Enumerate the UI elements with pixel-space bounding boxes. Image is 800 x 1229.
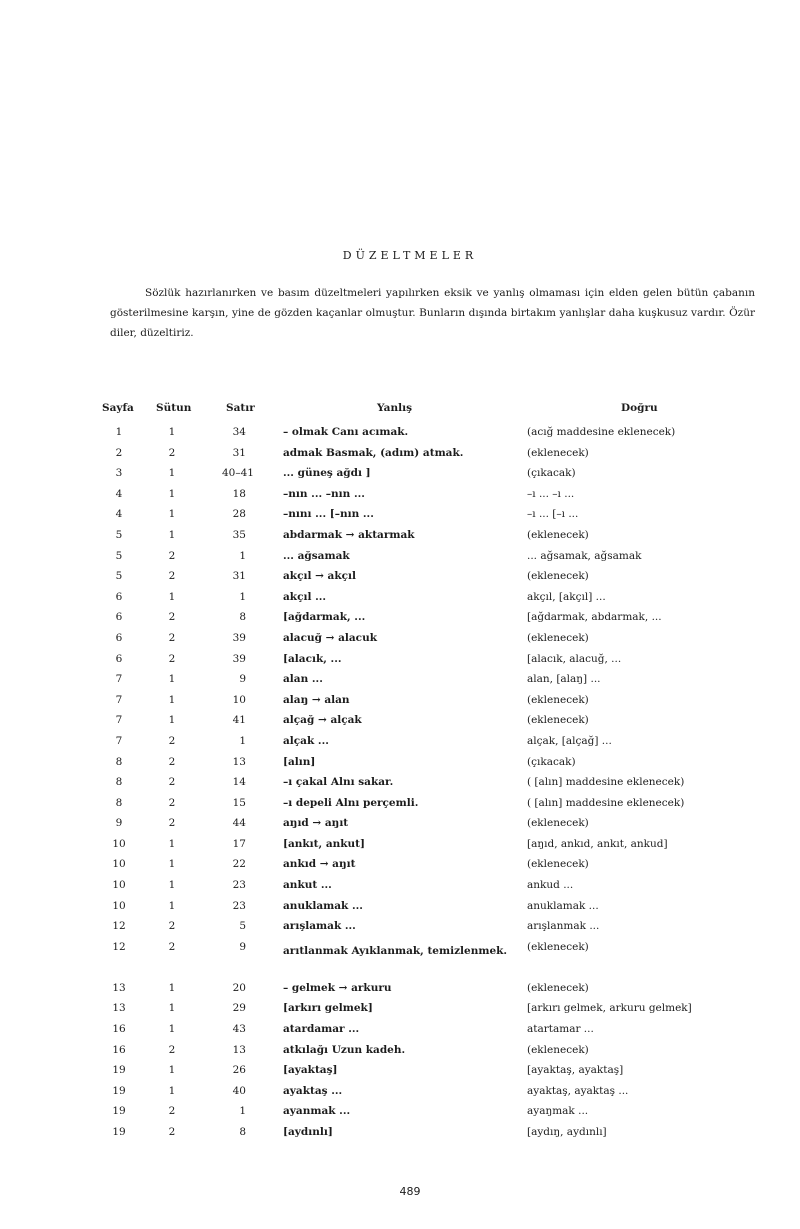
table-row (0, 776, 800, 797)
cell-satir: 23 (232, 879, 246, 892)
cell-satir: 39 (232, 631, 246, 644)
cell-dogru: (eklenecek) (527, 1043, 589, 1056)
table-row (0, 653, 800, 674)
table-row (0, 1044, 800, 1065)
cell-sayfa: 7 (115, 714, 123, 727)
table-row (0, 673, 800, 694)
cell-sayfa: 19 (112, 1126, 126, 1138)
cell-dogru: (eklenecek) (527, 981, 589, 994)
cell-sutun: 1 (168, 673, 176, 686)
cell-yanlis: –ı depeli Alnı perçemli. (283, 796, 419, 809)
cell-sayfa: 6 (115, 590, 123, 603)
cell-sayfa: 5 (115, 570, 123, 583)
cell-yanlis: –nını ... [–nın ... (283, 508, 374, 521)
table-row (0, 1126, 800, 1147)
cell-dogru: (eklenecek) (527, 528, 589, 541)
cell-yanlis: [alacık, ... (283, 652, 342, 665)
cell-yanlis: – olmak Canı acımak. (283, 426, 409, 438)
cell-yanlis: [arkırı gelmek] (283, 1002, 373, 1015)
cell-sayfa: 6 (115, 631, 123, 644)
page-number: 489 (399, 1185, 421, 1198)
cell-satir: 40–41 (222, 467, 254, 480)
cell-sayfa: 8 (115, 776, 123, 789)
cell-dogru: [aŋıd, ankıd, ankıt, ankud] (527, 837, 668, 850)
cell-dogru: –ı ... [–ı ... (527, 508, 579, 521)
cell-dogru: (eklenecek) (527, 940, 589, 953)
cell-dogru: [arkırı gelmek, arkuru gelmek] (527, 1002, 692, 1015)
cell-yanlis: atardamar ... (283, 1023, 360, 1036)
cell-sutun: 2 (168, 549, 176, 562)
cell-yanlis: akçıl → akçıl (283, 570, 357, 583)
cell-satir: 44 (232, 817, 246, 830)
cell-satir: 34 (232, 426, 246, 438)
table-row (0, 714, 800, 735)
cell-yanlis: [alın] (283, 755, 316, 768)
cell-sayfa: 16 (112, 1043, 126, 1056)
cell-sutun: 1 (168, 1084, 176, 1097)
cell-satir: 13 (232, 755, 246, 768)
cell-sutun: 2 (168, 940, 176, 953)
cell-sutun: 2 (168, 652, 176, 665)
cell-yanlis: atkılağı Uzun kadeh. (283, 1043, 406, 1056)
cell-sutun: 2 (168, 446, 176, 459)
cell-yanlis: ayaktaş ... (283, 1084, 343, 1097)
cell-yanlis: alçak ... (283, 734, 329, 747)
table-row (0, 611, 800, 632)
cell-sutun: 1 (168, 508, 176, 521)
cell-yanlis: arıtlanmak Ayıklanmak, temizlenmek. (283, 944, 508, 957)
cell-yanlis: ... ağsamak (283, 549, 350, 562)
cell-sutun: 2 (168, 631, 176, 644)
cell-sutun: 1 (168, 1064, 176, 1077)
table-row (0, 1023, 800, 1044)
cell-dogru: –ı ... –ı ... (527, 487, 575, 500)
cell-yanlis: arışlamak ... (283, 920, 356, 933)
cell-sayfa: 13 (112, 981, 126, 994)
cell-sayfa: 8 (115, 755, 123, 768)
cell-dogru: akçıl, [akçıl] ... (527, 590, 606, 603)
intro-paragraph: Sözlük hazırlanırken ve basım düzeltmeleri yapılırken eksik ve yanlış olmaması için elden gelen bütün çabanın gösterilmesine karşın, yine de gözden kaçanlar olmuştur. Bunların dışında birtakım yanlışlar daha kuşkusuz vardır. Özür diler, düzeltiriz. (110, 287, 755, 339)
cell-yanlis: [ağdarmak, ... (283, 611, 366, 624)
cell-yanlis: –ı çakal Alnı sakar. (283, 776, 394, 789)
table-row (0, 879, 800, 900)
cell-satir: 1 (239, 1105, 246, 1118)
cell-sutun: 1 (168, 858, 176, 871)
cell-satir: 22 (232, 858, 246, 871)
cell-sutun: 2 (168, 920, 176, 933)
cell-satir: 39 (232, 652, 246, 665)
cell-dogru: [ayaktaş, ayaktaş] (527, 1064, 624, 1077)
table-row (0, 982, 800, 1003)
table-row (0, 920, 800, 941)
cell-dogru: arışlanmak ... (527, 920, 600, 933)
corrections-table (0, 426, 800, 1147)
cell-dogru: [ağdarmak, abdarmak, ... (527, 611, 662, 624)
cell-sutun: 1 (168, 714, 176, 727)
cell-dogru: (eklenecek) (527, 446, 589, 459)
cell-sayfa: 9 (115, 817, 123, 830)
table-row (0, 1105, 800, 1126)
table-row (0, 735, 800, 756)
cell-sutun: 2 (168, 1126, 176, 1138)
cell-satir: 20 (232, 981, 246, 994)
table-row (0, 550, 800, 571)
cell-sayfa: 19 (112, 1064, 126, 1077)
column-header-dogru: Doğru (621, 402, 658, 414)
column-header-yanlis: Yanlış (377, 402, 413, 414)
cell-yanlis: [ayaktaş] (283, 1064, 338, 1077)
cell-sayfa: 10 (112, 837, 126, 850)
cell-satir: 29 (232, 1002, 246, 1015)
column-header-sutun: Sütun (156, 402, 192, 414)
cell-sutun: 1 (168, 487, 176, 500)
cell-yanlis: abdarmak → aktarmak (283, 528, 415, 541)
cell-yanlis: [aydınlı] (283, 1126, 333, 1138)
cell-yanlis: –nın ... –nın ... (283, 487, 365, 500)
cell-sutun: 2 (168, 570, 176, 583)
table-row (0, 570, 800, 591)
cell-dogru: (eklenecek) (527, 570, 589, 583)
cell-satir: 14 (232, 776, 246, 789)
cell-sayfa: 6 (115, 611, 123, 624)
cell-dogru: (çıkacak) (527, 467, 576, 480)
cell-sutun: 2 (168, 1105, 176, 1118)
cell-sutun: 1 (168, 1023, 176, 1036)
cell-dogru: ankud ... (527, 879, 574, 892)
page-title: DÜZELTMELER (342, 249, 478, 262)
cell-sutun: 1 (168, 1002, 176, 1015)
cell-dogru: (eklenecek) (527, 858, 589, 871)
table-row (0, 1002, 800, 1023)
cell-sutun: 1 (168, 981, 176, 994)
cell-yanlis: alçağ → alçak (283, 714, 362, 727)
cell-sayfa: 10 (112, 858, 126, 871)
cell-satir: 13 (232, 1043, 246, 1056)
cell-dogru: (eklenecek) (527, 817, 589, 830)
cell-satir: 40 (232, 1084, 246, 1097)
table-row (0, 508, 800, 529)
cell-sayfa: 10 (112, 879, 126, 892)
table-row (0, 858, 800, 879)
table-row (0, 529, 800, 550)
column-header-sayfa: Sayfa (102, 402, 134, 414)
cell-sayfa: 7 (115, 734, 123, 747)
cell-sayfa: 5 (115, 549, 123, 562)
table-row (0, 797, 800, 818)
cell-satir: 28 (232, 508, 246, 521)
cell-sutun: 2 (168, 776, 176, 789)
cell-dogru: (eklenecek) (527, 714, 589, 727)
cell-satir: 5 (239, 920, 246, 933)
cell-satir: 26 (232, 1064, 246, 1077)
cell-satir: 31 (232, 446, 246, 459)
cell-yanlis: [ankıt, ankut] (283, 837, 365, 850)
cell-sayfa: 4 (115, 508, 123, 521)
cell-sutun: 1 (168, 467, 176, 480)
cell-yanlis: akçıl ... (283, 590, 327, 603)
cell-satir: 1 (239, 549, 246, 562)
cell-satir: 8 (239, 1126, 246, 1138)
cell-sayfa: 19 (112, 1084, 126, 1097)
cell-yanlis: alan ... (283, 673, 323, 686)
cell-sutun: 1 (168, 426, 176, 438)
cell-yanlis: admak Basmak, (adım) atmak. (283, 446, 464, 459)
table-row (0, 756, 800, 777)
cell-sutun: 1 (168, 693, 176, 706)
table-row (0, 467, 800, 488)
cell-sutun: 1 (168, 899, 176, 912)
cell-satir: 35 (232, 528, 246, 541)
cell-satir: 43 (232, 1023, 246, 1036)
table-row (0, 591, 800, 612)
cell-yanlis: ayanmak ... (283, 1105, 351, 1118)
cell-satir: 41 (232, 714, 246, 727)
cell-sutun: 1 (168, 879, 176, 892)
cell-sutun: 1 (168, 528, 176, 541)
table-row (0, 1085, 800, 1106)
cell-yanlis: anuklamak ... (283, 899, 363, 912)
cell-dogru: (eklenecek) (527, 631, 589, 644)
cell-sayfa: 7 (115, 693, 123, 706)
cell-dogru: alan, [alaŋ] ... (527, 673, 601, 686)
cell-dogru: ayaktaş, ayaktaş ... (527, 1084, 629, 1097)
cell-sayfa: 10 (112, 899, 126, 912)
cell-yanlis: ... güneş ağdı ] (283, 467, 371, 480)
cell-dogru: [aydıŋ, aydınlı] (527, 1126, 607, 1138)
table-row (0, 426, 800, 447)
cell-sutun: 2 (168, 755, 176, 768)
cell-sayfa: 12 (112, 940, 126, 953)
table-row (0, 447, 800, 468)
cell-yanlis: alacuğ → alacuk (283, 631, 377, 644)
cell-sutun: 2 (168, 611, 176, 624)
table-row (0, 941, 800, 982)
cell-sutun: 2 (168, 817, 176, 830)
cell-dogru: ( [alın] maddesine eklenecek) (527, 796, 685, 809)
table-row (0, 817, 800, 838)
cell-sayfa: 12 (112, 920, 126, 933)
cell-yanlis: ankut ... (283, 879, 332, 892)
cell-dogru: atartamar ... (527, 1023, 594, 1036)
cell-sayfa: 1 (115, 426, 123, 438)
cell-satir: 1 (239, 590, 246, 603)
cell-sayfa: 6 (115, 652, 123, 665)
cell-satir: 17 (232, 837, 246, 850)
cell-yanlis: aŋıd → aŋıt (283, 817, 349, 830)
cell-yanlis: alaŋ → alan (283, 693, 350, 706)
cell-sayfa: 7 (115, 673, 123, 686)
cell-sayfa: 4 (115, 487, 123, 500)
table-row (0, 838, 800, 859)
table-row (0, 1064, 800, 1085)
cell-satir: 23 (232, 899, 246, 912)
cell-sayfa: 8 (115, 796, 123, 809)
cell-sayfa: 19 (112, 1105, 126, 1118)
cell-sayfa: 2 (115, 446, 123, 459)
cell-dogru: alçak, [alçağ] ... (527, 734, 612, 747)
cell-satir: 9 (239, 673, 246, 686)
column-header-satir: Satır (226, 402, 255, 414)
table-row (0, 900, 800, 921)
cell-satir: 10 (232, 693, 246, 706)
cell-dogru: ... ağsamak, ağsamak (527, 549, 642, 562)
cell-satir: 15 (232, 796, 246, 809)
table-row (0, 694, 800, 715)
cell-satir: 31 (232, 570, 246, 583)
cell-satir: 18 (232, 487, 246, 500)
cell-dogru: ayaŋmak ... (527, 1105, 589, 1118)
table-row (0, 632, 800, 653)
cell-yanlis: ankıd → aŋıt (283, 858, 356, 871)
cell-dogru: [alacık, alacuğ, ... (527, 652, 622, 665)
cell-sayfa: 3 (115, 467, 123, 480)
cell-dogru: (çıkacak) (527, 755, 576, 768)
cell-sutun: 1 (168, 837, 176, 850)
cell-satir: 1 (239, 734, 246, 747)
cell-satir: 9 (239, 940, 246, 953)
cell-sayfa: 5 (115, 528, 123, 541)
cell-sutun: 2 (168, 734, 176, 747)
table-row (0, 488, 800, 509)
cell-sutun: 1 (168, 590, 176, 603)
cell-sutun: 2 (168, 796, 176, 809)
cell-dogru: (eklenecek) (527, 693, 589, 706)
cell-dogru: (acığ maddesine eklenecek) (527, 426, 676, 438)
cell-yanlis: – gelmek → arkuru (283, 981, 392, 994)
cell-dogru: anuklamak ... (527, 899, 599, 912)
cell-sutun: 2 (168, 1043, 176, 1056)
cell-satir: 8 (239, 611, 246, 624)
cell-sayfa: 13 (112, 1002, 126, 1015)
cell-sayfa: 16 (112, 1023, 126, 1036)
cell-dogru: ( [alın] maddesine eklenecek) (527, 776, 685, 789)
